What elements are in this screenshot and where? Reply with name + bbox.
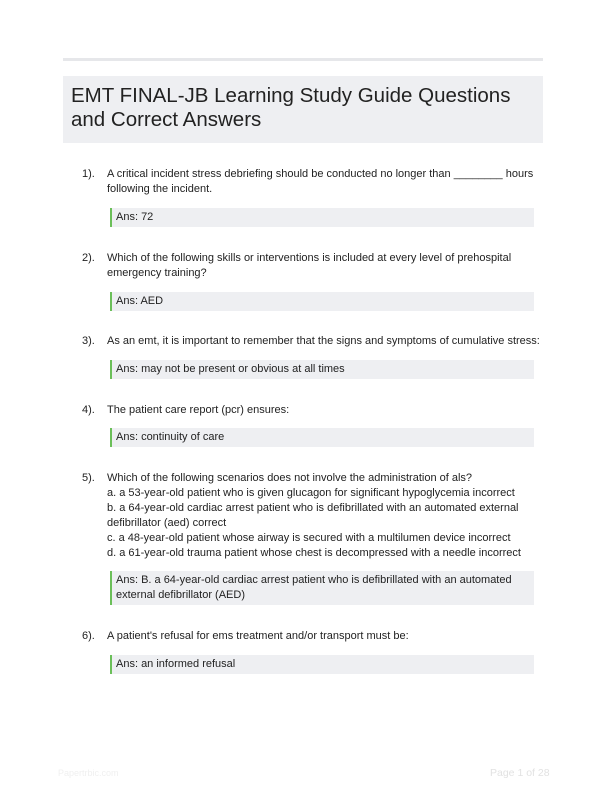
question-text: Which of the following skills or interventions is included at every level of prehospital emergency training? [107,252,512,279]
answer-option: a. a 53-year-old patient who is given glucagon for significant hypoglycemia incorrect [107,487,515,499]
question-number: 3). [82,335,95,347]
top-divider [63,58,543,61]
answer-option: b. a 64-year-old cardiac arrest patient who is defibrillated with an automated external defibrillator (aed) correct [107,502,519,529]
question-number: 1). [82,168,95,180]
question-number: 5). [82,472,95,484]
answer-box: Ans: 72 [110,208,534,227]
document-title: EMT FINAL-JB Learning Study Guide Questions and Correct Answers [71,84,511,131]
title-banner [63,76,543,143]
answer-box: Ans: an informed refusal [110,655,534,674]
answer-option: d. a 61-year-old trauma patient whose chest is decompressed with a needle incorrect [107,547,521,559]
question-text [107,471,547,561]
question-number: 6). [82,630,95,642]
question-number: 4). [82,404,95,416]
answer-option: c. a 48-year-old patient whose airway is secured with a multilumen device incorrect [107,532,511,544]
question-text: The patient care report (pcr) ensures: [107,404,290,416]
footer-watermark: Papertrbic.com [58,768,119,778]
question-text: A patient's refusal for ems treatment and/or transport must be: [107,630,409,642]
question-number: 2). [82,252,95,264]
page-number: Page 1 of 28 [490,767,550,779]
answer-box: Ans: may not be present or obvious at all times [110,360,534,379]
question-text: As an emt, it is important to remember that the signs and symptoms of cumulative stress: [107,335,540,347]
answer-box: Ans: continuity of care [110,428,534,447]
answer-box: Ans: AED [110,292,534,311]
answer-box: Ans: B. a 64-year-old cardiac arrest patient who is defibrillated with an automated external defibrillator (AED) [110,571,534,605]
question-text: A critical incident stress debriefing should be conducted no longer than ________ hours following the incident. [107,168,534,195]
question-stem: Which of the following scenarios does not involve the administration of als? [107,472,473,484]
